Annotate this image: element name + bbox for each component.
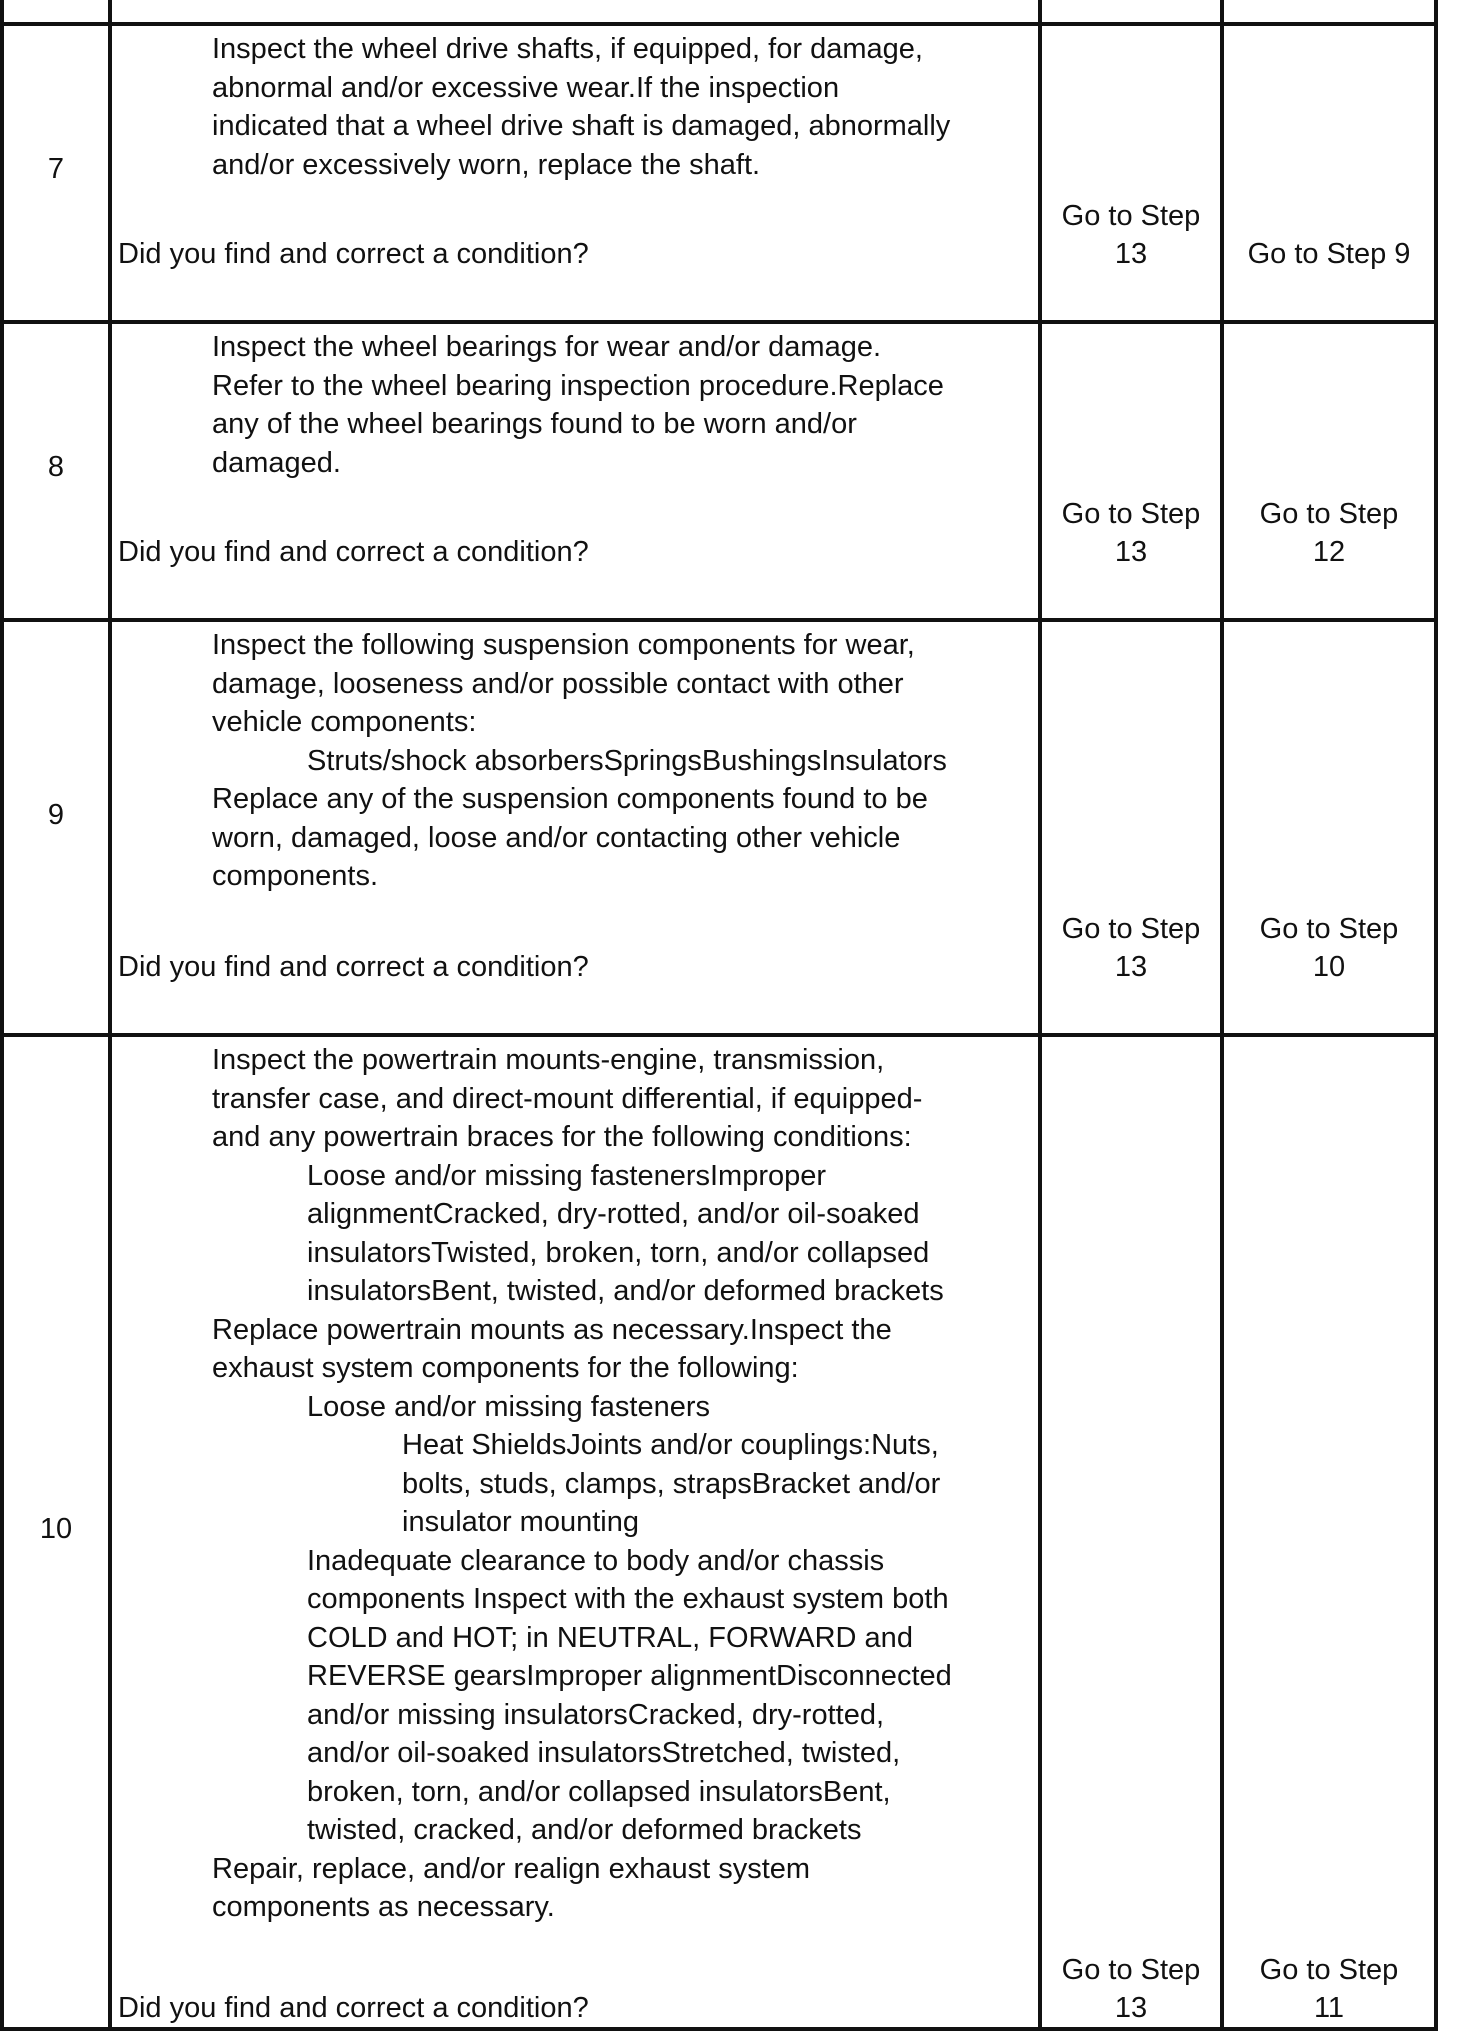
instruction-line: transfer case, and direct-mount differential, if equipped- xyxy=(212,1082,923,1115)
table-row xyxy=(2,1035,1436,2029)
instruction-line: insulator mounting xyxy=(402,1506,639,1538)
instruction-line: Heat ShieldsJoints and/or couplings:Nuts, xyxy=(402,1429,939,1461)
instruction-line: and any powertrain braces for the following conditions: xyxy=(212,1121,912,1153)
step-number: 7 xyxy=(47,153,65,185)
no-action: Go to Step 10 xyxy=(1259,913,1399,983)
instruction-line: and/or excessively worn, replace the shaft. xyxy=(212,148,761,181)
table-row xyxy=(2,322,1436,620)
instruction-line: abnormal and/or excessive wear.If the inspection xyxy=(212,71,840,104)
table-row xyxy=(2,620,1436,1035)
yes-action: Go to Step 13 xyxy=(1061,498,1201,568)
instruction-line: insulatorsTwisted, broken, torn, and/or collapsed xyxy=(307,1236,930,1269)
instruction-line: bolts, studs, clamps, strapsBracket and/or xyxy=(402,1467,941,1500)
step-number: 9 xyxy=(47,799,65,831)
instruction-line: Loose and/or missing fasteners xyxy=(307,1390,710,1423)
instruction-line: any of the wheel bearings found to be worn and/or xyxy=(212,408,857,440)
instruction-line: COLD and HOT; in NEUTRAL, FORWARD and xyxy=(307,1621,913,1654)
instruction-line: Inspect the wheel bearings for wear and/or damage. xyxy=(212,331,882,363)
instruction-line: Inspect the wheel drive shafts, if equipped, for damage, xyxy=(212,33,923,65)
step-number: 8 xyxy=(47,451,65,483)
instruction-line: Struts/shock absorbersSpringsBushingsInsulators xyxy=(307,744,947,777)
yes-action: Go to Step 13 xyxy=(1061,913,1201,983)
instruction-line: damage, looseness and/or possible contact with other xyxy=(212,667,904,700)
instruction-line: Repair, replace, and/or realign exhaust system xyxy=(212,1852,811,1885)
instruction-line: components. xyxy=(212,860,379,892)
instruction-line: indicated that a wheel drive shaft is damaged, abnormally xyxy=(212,110,951,142)
instruction-line: damaged. xyxy=(212,446,341,479)
yes-action: Go to Step 13 xyxy=(1061,200,1201,270)
instruction-line: Inadequate clearance to body and/or chassis xyxy=(307,1544,885,1577)
table-row-partial xyxy=(2,0,1436,24)
instruction-line: Loose and/or missing fastenersImproper xyxy=(307,1159,827,1192)
step-instructions xyxy=(112,30,950,184)
yes-action: Go to Step 13 xyxy=(1061,1954,1201,2024)
instruction-line: REVERSE gearsImproper alignmentDisconnected xyxy=(307,1660,952,1692)
instruction-line: exhaust system components for the following: xyxy=(212,1352,799,1384)
instruction-line: Replace any of the suspension components found to be xyxy=(212,783,928,815)
instruction-line: and/or oil-soaked insulatorsStretched, twisted, xyxy=(307,1737,901,1769)
instruction-line: Replace powertrain mounts as necessary.Inspect the xyxy=(212,1313,892,1346)
instruction-line: components Inspect with the exhaust system both xyxy=(307,1583,949,1615)
step-question: Did you find and correct a condition? xyxy=(118,951,589,983)
instruction-line: twisted, cracked, and/or deformed brackets xyxy=(307,1814,862,1846)
instruction-line: broken, torn, and/or collapsed insulatorsBent, xyxy=(307,1775,891,1808)
step-instructions xyxy=(112,1041,952,1927)
step-question: Did you find and correct a condition? xyxy=(118,536,589,568)
step-number: 10 xyxy=(39,1513,73,1545)
no-action: Go to Step 11 xyxy=(1259,1954,1399,2024)
step-instructions xyxy=(112,328,944,482)
instruction-line: and/or missing insulatorsCracked, dry-rotted, xyxy=(307,1698,885,1731)
no-action: Go to Step 12 xyxy=(1259,498,1399,568)
step-instructions xyxy=(112,626,947,896)
instruction-line: worn, damaged, loose and/or contacting other vehicle xyxy=(212,821,901,854)
no-action: Go to Step 9 xyxy=(1247,238,1411,270)
instruction-line: components as necessary. xyxy=(212,1891,555,1923)
instruction-line: insulatorsBent, twisted, and/or deformed brackets xyxy=(307,1275,944,1307)
instruction-line: Inspect the following suspension components for wear, xyxy=(212,629,915,661)
instruction-line: vehicle components: xyxy=(212,706,477,738)
instruction-line: alignmentCracked, dry-rotted, and/or oil-soaked xyxy=(307,1198,920,1230)
step-question: Did you find and correct a condition? xyxy=(118,238,589,270)
step-question: Did you find and correct a condition? xyxy=(118,1992,589,2024)
instruction-line: Refer to the wheel bearing inspection procedure.Replace xyxy=(212,369,944,402)
table-row xyxy=(2,24,1436,322)
instruction-line: Inspect the powertrain mounts-engine, transmission, xyxy=(212,1044,885,1076)
